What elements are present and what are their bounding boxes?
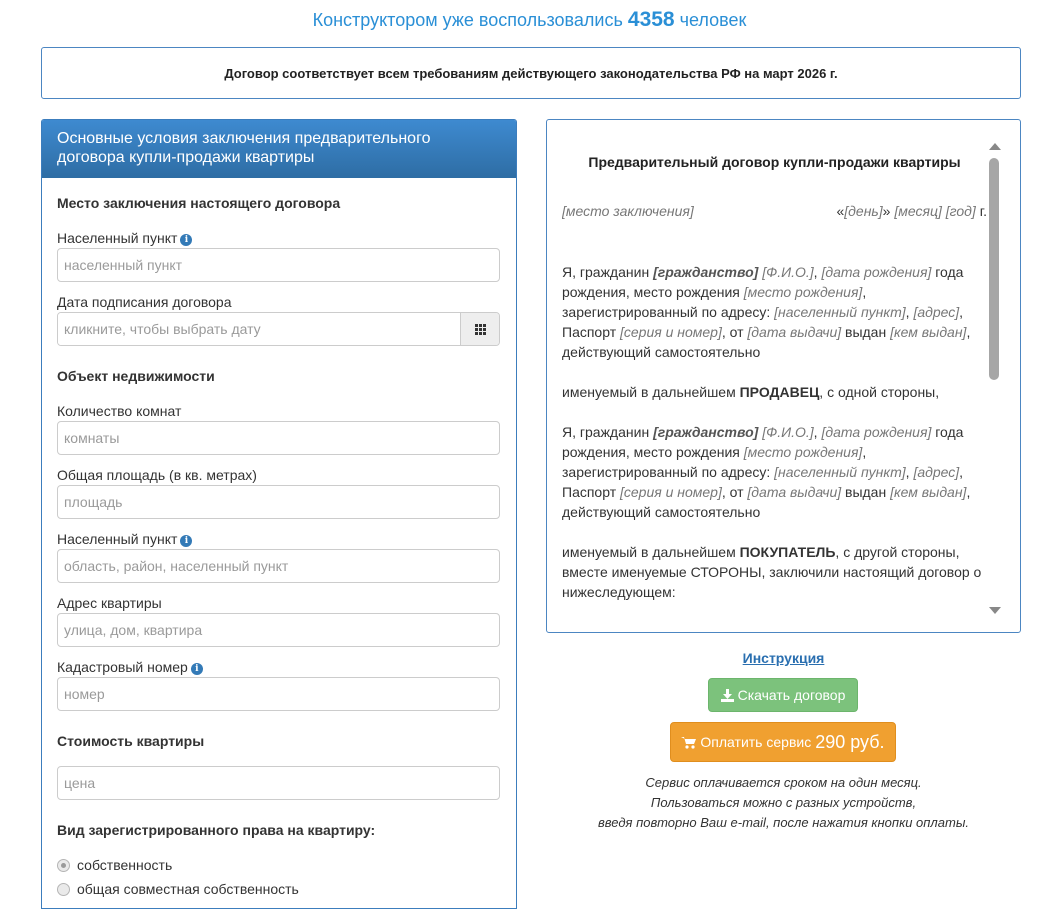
- preview-day: [день]: [844, 203, 883, 219]
- download-contract-button[interactable]: [708, 678, 858, 712]
- property-settlement-input[interactable]: [57, 549, 500, 583]
- download-label: Скачать договор: [737, 687, 846, 703]
- preview-buyer-paragraph: Я, гражданин [гражданство] [Ф.И.О.], [дата рождения] года рождения, место рождения [место рождения], зарегистрированный по адресу: [населенный пункт], [адрес], Паспорт [серия и номер], от [дата выдачи] выдан [кем выдан], действующий самостоятельно: [562, 424, 971, 520]
- service-note: [546, 773, 1021, 833]
- preview-year: [год]: [945, 203, 976, 219]
- property-settlement-label-text: Населенный пункт: [57, 531, 178, 547]
- counter-suffix: человек: [679, 10, 747, 30]
- pay-label: Оплатить сервис: [700, 734, 812, 750]
- section-place-title: Место заключения настоящего договора: [57, 195, 341, 211]
- price-input[interactable]: [57, 766, 500, 800]
- right-option-ownership[interactable]: [57, 857, 172, 873]
- section-right-title: Вид зарегистрированного права на квартиру:: [57, 822, 376, 838]
- calendar-button[interactable]: [460, 313, 499, 345]
- settlement-label: [57, 230, 192, 246]
- service-note-line: Сервис оплачивается сроком на один месяц.: [645, 775, 922, 790]
- cadastral-label-text: Кадастровый номер: [57, 659, 188, 675]
- usage-counter: [0, 8, 1059, 32]
- preview-month: [месяц]: [894, 203, 942, 219]
- signing-date-label: Дата подписания договора: [57, 294, 232, 310]
- instruction-link[interactable]: Инструкция: [742, 650, 825, 666]
- preview-buyer-role: именуемый в дальнейшем ПОКУПАТЕЛЬ, с другой стороны, вместе именуемые СТОРОНЫ, заключили настоящий договор о нижеследующем:: [562, 544, 982, 600]
- preview-title: Предварительный договор купли-продажи квартиры: [588, 154, 961, 170]
- preview-year-suffix: г.: [979, 203, 987, 219]
- section-price-title: Стоимость квартиры: [57, 733, 205, 749]
- date-quote-close: »: [882, 203, 891, 219]
- calendar-grid-icon: [475, 324, 486, 335]
- preview-date: [837, 201, 988, 221]
- right-option-label: собственность: [77, 857, 173, 873]
- legal-notice: Договор соответствует всем требованиям действующего законодательства РФ на март 2026 г.: [41, 47, 1021, 99]
- download-icon: [721, 689, 734, 702]
- contract-preview-panel: [546, 119, 1021, 633]
- settlement-label-text: Населенный пункт: [57, 230, 178, 246]
- rooms-input[interactable]: [57, 421, 500, 455]
- info-icon[interactable]: i: [180, 535, 192, 547]
- pay-service-button[interactable]: [670, 722, 896, 762]
- cart-icon: [681, 736, 696, 749]
- settlement-input[interactable]: [57, 248, 500, 282]
- contract-preview-text: [562, 120, 987, 632]
- contract-form-panel: [41, 119, 517, 909]
- radio-button[interactable]: [57, 859, 70, 872]
- cadastral-label: [57, 659, 203, 675]
- preview-seller-role: именуемый в дальнейшем ПРОДАВЕЦ, с одной стороны,: [562, 384, 940, 400]
- info-icon[interactable]: i: [180, 234, 192, 246]
- preview-scrollbar[interactable]: [986, 140, 1002, 614]
- scroll-down-icon[interactable]: [989, 607, 1001, 614]
- preview-place: [место заключения]: [562, 203, 694, 219]
- preview-seller-paragraph: Я, гражданин [гражданство] [Ф.И.О.], [дата рождения] года рождения, место рождения [место рождения], зарегистрированный по адресу: [населенный пункт], [адрес], Паспорт [серия и номер], от [дата выдачи] выдан [кем выдан], действующий самостоятельно: [562, 264, 971, 360]
- right-option-label: общая совместная собственность: [77, 881, 299, 897]
- radio-button[interactable]: [57, 883, 70, 896]
- property-settlement-label: [57, 531, 192, 547]
- signing-date-input[interactable]: [58, 313, 460, 345]
- rooms-label: Количество комнат: [57, 403, 182, 419]
- info-icon[interactable]: i: [191, 663, 203, 675]
- cadastral-input[interactable]: [57, 677, 500, 711]
- right-option-joint[interactable]: [57, 881, 299, 897]
- counter-value: 4358: [627, 8, 675, 31]
- form-panel-title: Основные условия заключения предварительного договора купли-продажи квартиры: [42, 120, 516, 178]
- date-quote-open: «: [836, 203, 845, 219]
- scroll-thumb[interactable]: [989, 158, 999, 380]
- pay-price: 290 руб.: [815, 731, 885, 752]
- address-input[interactable]: [57, 613, 500, 647]
- preview-place-date-row: [562, 201, 987, 221]
- area-label: Общая площадь (в кв. метрах): [57, 467, 257, 483]
- area-input[interactable]: [57, 485, 500, 519]
- section-property-title: Объект недвижимости: [57, 368, 215, 384]
- service-note-line: введя повторно Ваш e-mail, после нажатия кнопки оплаты.: [597, 815, 970, 830]
- service-note-line: Пользоваться можно с разных устройств,: [650, 795, 917, 810]
- address-label: Адрес квартиры: [57, 595, 162, 611]
- scroll-up-icon[interactable]: [989, 143, 1001, 150]
- counter-prefix: Конструктором уже воспользовались: [312, 10, 623, 30]
- signing-date-group: [57, 312, 500, 346]
